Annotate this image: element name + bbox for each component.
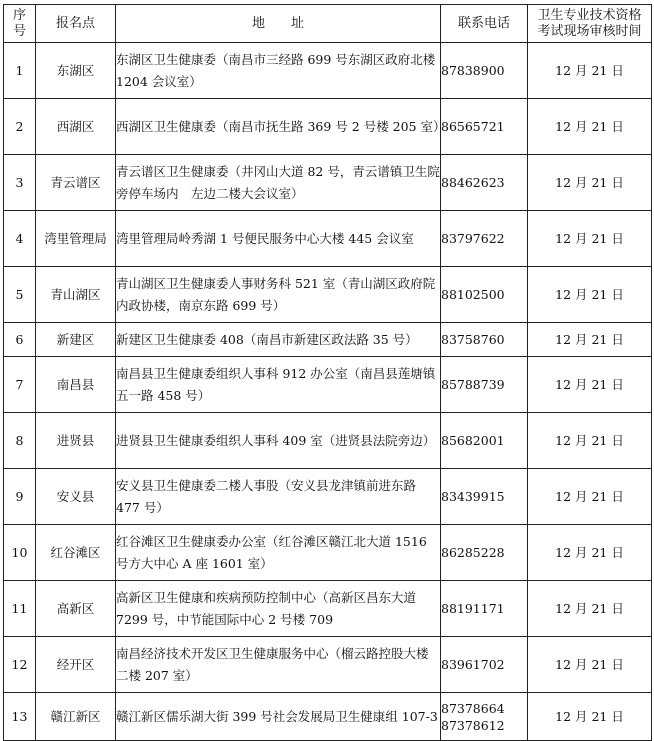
review-date: 12 月 21 日	[528, 469, 652, 525]
phone-number: 88102500	[441, 267, 528, 323]
registration-point: 东湖区	[36, 43, 116, 99]
registration-point: 赣江新区	[36, 693, 116, 741]
phone-number-secondary: 87378612	[441, 717, 505, 733]
table-row	[4, 43, 652, 99]
phone-number: 87838900	[441, 43, 528, 99]
row-number: 11	[4, 581, 36, 637]
registration-point: 青云谱区	[36, 155, 116, 211]
header-registration-point: 报名点	[36, 5, 116, 43]
table-row	[4, 469, 652, 525]
table-row	[4, 693, 652, 741]
address: 西湖区卫生健康委（南昌市抚生路 369 号 2 号楼 205 室）	[116, 99, 441, 155]
phone-number: 88462623	[441, 155, 528, 211]
row-number: 8	[4, 413, 36, 469]
registration-point: 新建区	[36, 323, 116, 357]
row-number: 13	[4, 693, 36, 741]
registration-point: 西湖区	[36, 99, 116, 155]
table-row	[4, 413, 652, 469]
registration-point: 青山湖区	[36, 267, 116, 323]
table-row	[4, 323, 652, 357]
address: 进贤县卫生健康委组织人事科 409 室（进贤县法院旁边）	[116, 413, 441, 469]
address: 青云谱区卫生健康委（井冈山大道 82 号，青云谱镇卫生院旁停车场内 左边二楼大会议室）	[116, 155, 441, 211]
table-row	[4, 525, 652, 581]
phone-number: 83439915	[441, 469, 528, 525]
row-number: 12	[4, 637, 36, 693]
address: 赣江新区儒乐湖大街 399 号社会发展局卫生健康组 107-3	[116, 693, 441, 741]
review-date: 12 月 21 日	[528, 155, 652, 211]
phone-number: 83961702	[441, 637, 528, 693]
row-number: 6	[4, 323, 36, 357]
review-date: 12 月 21 日	[528, 413, 652, 469]
table-row	[4, 267, 652, 323]
review-date: 12 月 21 日	[528, 99, 652, 155]
row-number: 3	[4, 155, 36, 211]
table-row	[4, 99, 652, 155]
table-row	[4, 357, 652, 413]
phone-number: 87378664	[441, 700, 505, 716]
registration-point: 经开区	[36, 637, 116, 693]
registration-point: 安义县	[36, 469, 116, 525]
header-address: 地 址	[116, 5, 441, 43]
address: 南昌县卫生健康委组织人事科 912 办公室（南昌县莲塘镇五一路 458 号）	[116, 357, 441, 413]
table-row	[4, 581, 652, 637]
phone-number: 88191171	[441, 581, 528, 637]
row-number: 9	[4, 469, 36, 525]
phone-number: 85788739	[441, 357, 528, 413]
phone-number: 85682001	[441, 413, 528, 469]
table-row	[4, 155, 652, 211]
header-review-time: 卫生专业技术资格 考试现场审核时间	[528, 5, 652, 43]
address: 湾里管理局岭秀湖 1 号便民服务中心大楼 445 会议室	[116, 211, 441, 267]
row-number: 4	[4, 211, 36, 267]
phone-number: 83758760	[441, 323, 528, 357]
review-date: 12 月 21 日	[528, 211, 652, 267]
header-serial-no: 序 号	[4, 5, 36, 43]
table-header-row	[4, 5, 652, 43]
registration-point: 南昌县	[36, 357, 116, 413]
registration-point: 进贤县	[36, 413, 116, 469]
row-number: 5	[4, 267, 36, 323]
review-date: 12 月 21 日	[528, 525, 652, 581]
phone-numbers	[441, 693, 528, 741]
address: 青山湖区卫生健康委人事财务科 521 室（青山湖区政府院内政协楼，南京东路 699 号）	[116, 267, 441, 323]
table-row	[4, 211, 652, 267]
review-date: 12 月 21 日	[528, 267, 652, 323]
registration-point: 红谷滩区	[36, 525, 116, 581]
address: 安义县卫生健康委二楼人事股（安义县龙津镇前进东路 477 号）	[116, 469, 441, 525]
row-number: 10	[4, 525, 36, 581]
review-date: 12 月 21 日	[528, 693, 652, 741]
registration-point: 湾里管理局	[36, 211, 116, 267]
phone-number: 86285228	[441, 525, 528, 581]
address: 高新区卫生健康和疾病预防控制中心（高新区昌东大道 7299 号，中节能国际中心 2 号楼 709	[116, 581, 441, 637]
review-date: 12 月 21 日	[528, 581, 652, 637]
address: 南昌经济技术开发区卫生健康服务中心（榴云路控股大楼二楼 207 室）	[116, 637, 441, 693]
header-phone: 联系电话	[441, 5, 528, 43]
address: 新建区卫生健康委 408（南昌市新建区政法路 35 号）	[116, 323, 441, 357]
address: 东湖区卫生健康委（南昌市三经路 699 号东湖区政府北楼 1204 会议室）	[116, 43, 441, 99]
phone-number: 86565721	[441, 99, 528, 155]
review-date: 12 月 21 日	[528, 43, 652, 99]
row-number: 7	[4, 357, 36, 413]
review-schedule-table	[3, 4, 652, 741]
review-date: 12 月 21 日	[528, 323, 652, 357]
row-number: 1	[4, 43, 36, 99]
address: 红谷滩区卫生健康委办公室（红谷滩区赣江北大道 1516 号方大中心 A 座 1601 室）	[116, 525, 441, 581]
row-number: 2	[4, 99, 36, 155]
table-row	[4, 637, 652, 693]
phone-number: 83797622	[441, 211, 528, 267]
review-date: 12 月 21 日	[528, 637, 652, 693]
review-date: 12 月 21 日	[528, 357, 652, 413]
registration-point: 高新区	[36, 581, 116, 637]
